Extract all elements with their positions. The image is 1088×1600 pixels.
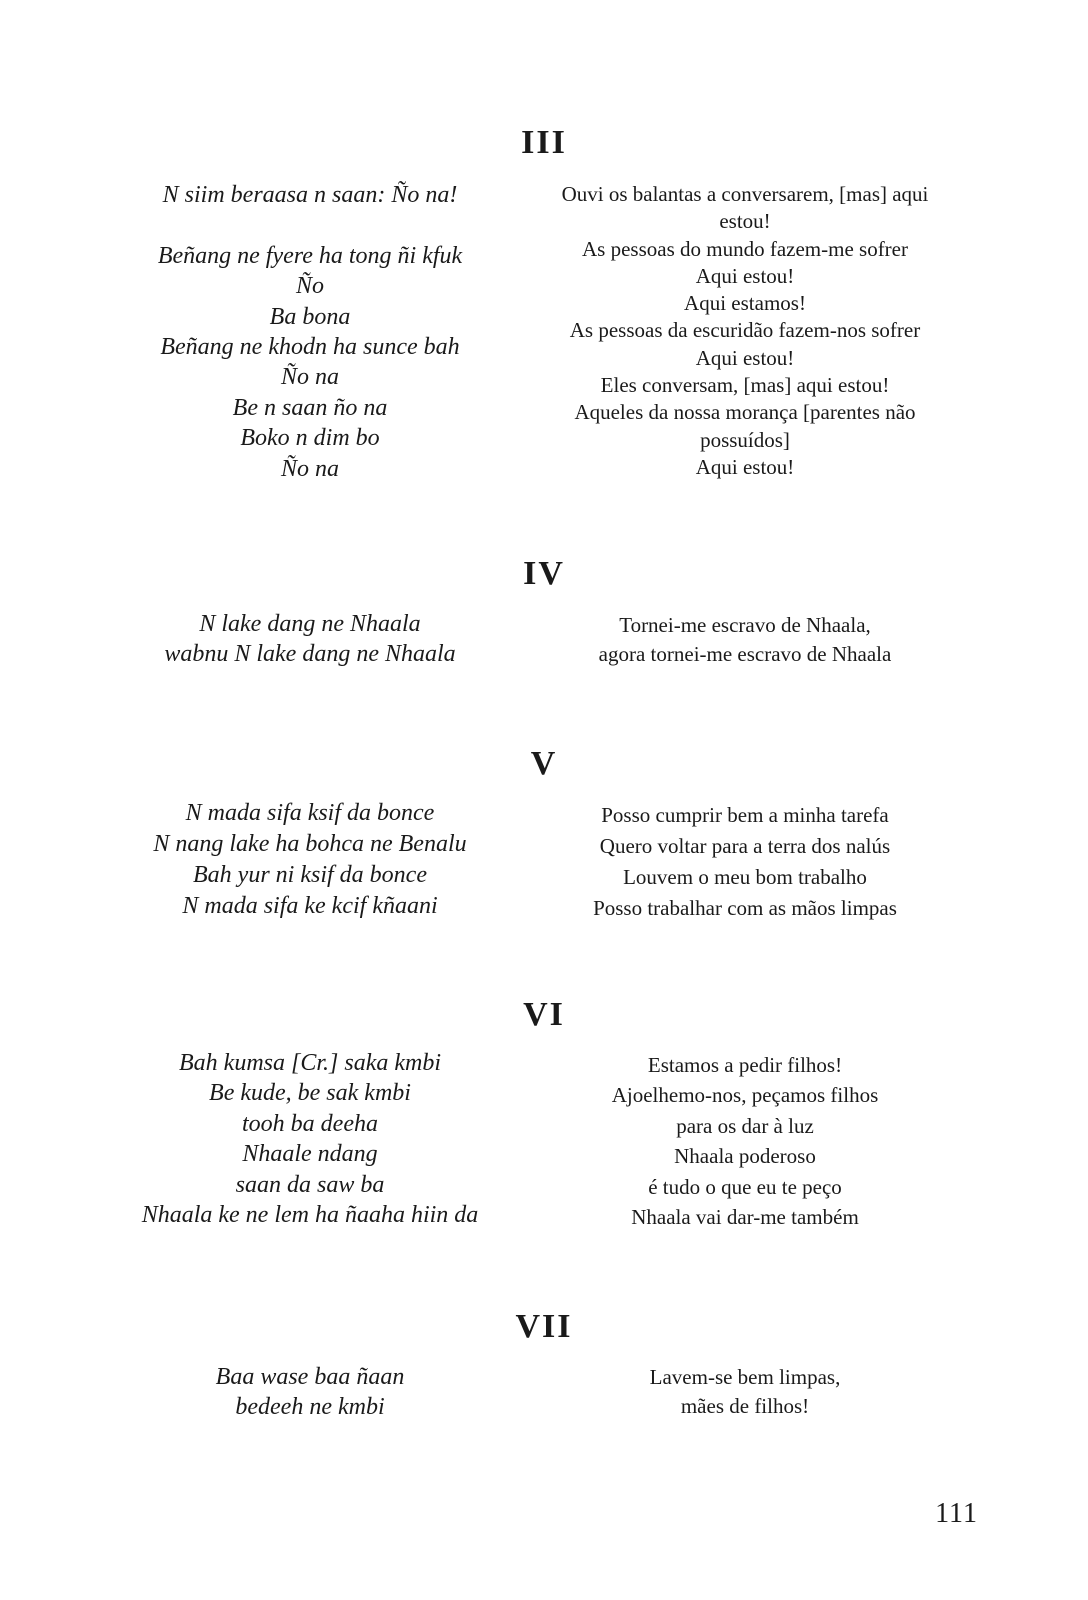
verse-line: N mada sifa ksif da bonce	[185, 800, 435, 826]
translation-line: Posso cumprir bem a minha tarefa	[601, 803, 889, 827]
translation-line: Aqui estou!	[695, 345, 795, 370]
verse-line: Bah kumsa [Cr.] saka kmbi	[179, 1050, 441, 1076]
verse-line: wabnu N lake dang ne Nhaala	[164, 641, 456, 667]
section-iv-translation	[520, 611, 970, 669]
verse-line: Boko n dim bo	[240, 425, 380, 452]
translation-line: Louvem o meu bom trabalho	[623, 865, 867, 889]
verse-line: Beñang ne fyere ha tong ñi kfuk	[157, 242, 463, 269]
section-vi-translation	[520, 1050, 970, 1232]
verse-line: Bah yur ni ksif da bonce	[193, 862, 427, 888]
verse-line: Ño na	[280, 364, 339, 391]
verse-line: Beñang ne khodn ha sunce bah	[160, 334, 460, 361]
verse-line: Nhaala ke ne lem ha ñaaha hiin da	[141, 1202, 479, 1229]
translation-line: As pessoas da escuridão fazem-nos sofrer	[569, 318, 921, 343]
translation-line: Aqui estou!	[695, 454, 795, 479]
section-vi-original-text	[110, 1048, 510, 1230]
verse-line: Be kude, be sak kmbi	[209, 1080, 411, 1107]
page-number: 111	[935, 1498, 978, 1529]
verse-line: bedeeh ne kmbi	[235, 1394, 385, 1420]
translation-line: é tudo o que eu te peço	[648, 1174, 842, 1199]
translation-line: Aqui estou!	[695, 263, 795, 288]
section-heading-v: V	[530, 745, 558, 782]
translation-line: Nhaala vai dar-me também	[631, 1205, 859, 1230]
verse-line: saan da saw ba	[235, 1171, 385, 1198]
translation-line: Eles conversam, [mas] aqui estou!	[600, 373, 890, 398]
translation-line: mães de filhos!	[680, 1394, 810, 1418]
translation-line: Aqui estamos!	[684, 291, 806, 316]
translation-line: Quero voltar para a terra dos nalús	[599, 834, 891, 858]
section-iv-original-text	[110, 609, 510, 669]
verse-line: Baa wase baa ñaan	[215, 1364, 405, 1390]
section-heading-iv: IV	[523, 555, 565, 592]
section-v-translation	[520, 800, 970, 924]
verse-line: N siim beraasa n saan: Ño na!	[162, 182, 458, 208]
translation-line: agora tornei-me escravo de Nhaala	[598, 642, 892, 666]
translation-line: para os dar à luz	[676, 1113, 814, 1138]
verse-line: Ba bona	[269, 303, 351, 330]
section-heading-iii: III	[521, 124, 567, 161]
verse-line: N mada sifa ke kcif kñaani	[182, 893, 438, 919]
section-heading-vi: VI	[523, 996, 565, 1033]
translation-line: Nhaala poderoso	[674, 1144, 816, 1169]
translation-line: Lavem-se bem limpas,	[649, 1365, 841, 1389]
translation-line: As pessoas do mundo fazem-me sofrer	[582, 236, 908, 261]
section-vii-original-text	[110, 1362, 510, 1422]
translation-line: estou!	[719, 209, 771, 234]
translation-line: Ouvi os balantas a conversarem, [mas] aqui	[561, 182, 929, 206]
verse-line: Ño na	[280, 455, 339, 482]
section-iii-original-text	[110, 180, 510, 484]
translation-line: Tornei-me escravo de Nhaala,	[619, 613, 871, 637]
verse-line: N lake dang ne Nhaala	[199, 611, 421, 637]
translation-line: possuídos]	[700, 427, 790, 452]
verse-line	[110, 210, 510, 240]
section-vii-translation	[520, 1363, 970, 1421]
verse-line: Ño	[295, 273, 324, 300]
section-v-original-text	[110, 798, 510, 922]
translation-line: Ajoelhemo-nos, peçamos filhos	[611, 1083, 879, 1108]
translation-line: Estamos a pedir filhos!	[647, 1053, 843, 1077]
translation-line: Posso trabalhar com as mãos limpas	[593, 896, 897, 920]
section-heading-vii: VII	[515, 1308, 573, 1345]
translation-line: Aqueles da nossa morança [parentes não	[574, 400, 916, 425]
verse-line: Nhaale ndang	[242, 1141, 378, 1168]
verse-line: Be n saan ño na	[232, 394, 388, 421]
section-iii-translation	[520, 181, 970, 481]
verse-line: N nang lake ha bohca ne Benalu	[153, 831, 467, 857]
verse-line: tooh ba deeha	[242, 1110, 378, 1137]
